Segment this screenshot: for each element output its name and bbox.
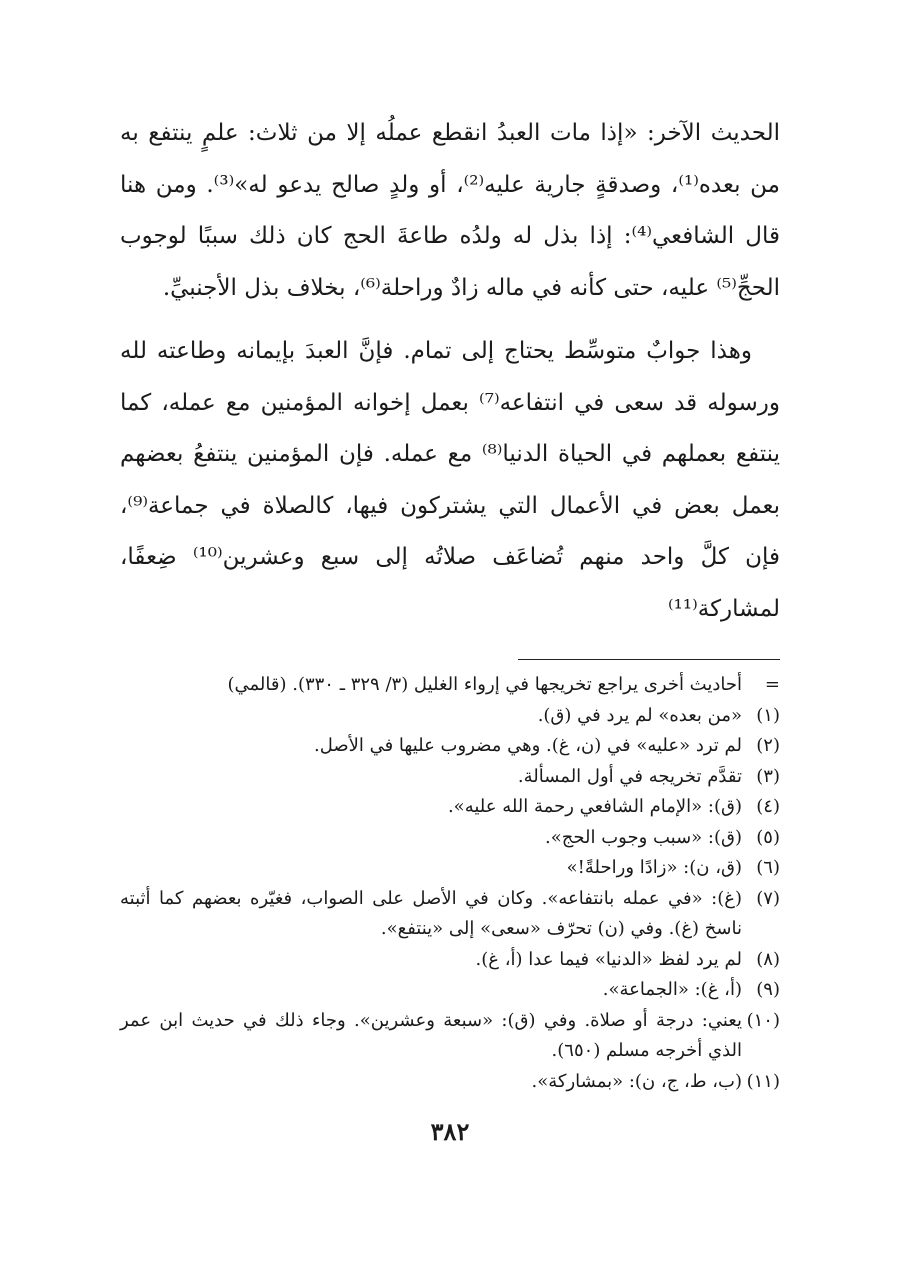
page-number: ٣٨٢ [430,1117,470,1146]
footnote-text: (ق): «سبب وجوب الحج». [545,826,742,848]
footnote-text: (ق، ن): «زادًا وراحلةً!» [566,857,742,878]
footnote-1 [120,701,780,732]
footnote-number: (٣) [756,765,780,787]
footnote-text: تقدَّم تخريجه في أول المسألة. [517,765,742,787]
footnote-10 [120,1006,780,1067]
footnotes-section [120,670,780,1097]
footnote-continuation [120,670,780,701]
main-text-block [120,108,780,635]
footnote-text: لم يرد لفظ «الدنيا» فيما عدا (أ، غ). [475,948,742,970]
footnote-text: (ب، ط، ج، ن): «بمشاركة». [531,1070,742,1092]
footnote-number: (٥) [756,826,780,848]
footnote-3 [120,762,780,793]
footnote-2 [120,731,780,762]
footnote-number: (٩) [756,979,780,1000]
footnote-number: (١٠) [746,1009,780,1031]
footnote-text: أحاديث أخرى يراجع تخريجها في إرواء الغليل (٣/ ٣٢٩ ـ ٣٣٠). (قالمي) [227,674,742,695]
footnote-divider [518,659,780,660]
footnote-text: (ق): «الإمام الشافعي رحمة الله عليه». [447,796,742,817]
footnote-number: = [764,674,780,695]
footnote-number: (١) [756,704,780,726]
footnote-number: (٦) [756,857,780,878]
footnote-9 [120,975,780,1006]
footnote-8 [120,945,780,976]
footnote-text: لم ترد «عليه» في (ن، غ). وهي مضروب عليها في الأصل. [313,735,742,756]
main-paragraph-2: وهذا جوابٌ متوسِّط يحتاج إلى تمام. فإنَّ العبدَ بإيمانه وطاعته لله ورسوله قد سعى في انتفاعه⁽⁷⁾ بعمل إخوانه المؤمنين مع عمله، كما ينتفع بعملهم في الحياة الدنيا⁽⁸⁾ مع عمله. فإن المؤمنين ينتفعُ بعضهم بعمل بعض في الأعمال التي يشتركون فيها، كالصلاة في جماعة⁽⁹⁾، فإن كلَّ واحد منهم تُضاعَف صلاتُه إلى سبع وعشرين⁽¹⁰⁾ ضِعفًا، لمشاركة⁽¹¹⁾ [120,338,780,622]
footnote-text: «من بعده» لم يرد في (ق). [537,704,742,726]
footnote-text: (أ، غ): «الجماعة». [602,979,742,1000]
footnote-number: (٢) [756,735,780,756]
main-paragraph-1: الحديث الآخر: «إذا مات العبدُ انقطع عملُه إلا من ثلاث: علمٍ ينتفع به من بعده⁽¹⁾، وصدقةٍ جارية عليه⁽²⁾، أو ولدٍ صالح يدعو له»⁽³⁾. ومن هنا قال الشافعي⁽⁴⁾: إذا بذل له ولدُه طاعةَ الحج كان ذلك سببًا لوجوب الحجِّ⁽⁵⁾ عليه، حتى كأنه في ماله زادٌ وراحلة⁽⁶⁾، بخلاف بذل الأجنبيِّ. [120,120,780,301]
footnote-6 [120,853,780,884]
footnote-7 [120,884,780,945]
footnote-text: يعني: درجة أو صلاة. وفي (ق): «سبعة وعشرين». وجاء ذلك في حديث ابن عمر الذي أخرجه مسلم (٦٥٠). [120,1009,742,1061]
book-page [120,108,780,1208]
footnote-number: (٨) [756,948,780,970]
footnote-number: (٧) [756,887,780,909]
footnote-text: (غ): «في عمله بانتفاعه». وكان في الأصل على الصواب، فغيّره بعضهم كما أثبته ناسخ (غ). وفي (ن) تحرّف «سعى» إلى «ينتفع». [120,887,742,939]
footnote-4 [120,792,780,823]
footnote-5 [120,823,780,854]
footnote-number: (١١) [746,1070,780,1092]
footnote-number: (٤) [756,796,780,817]
footnote-11 [120,1067,780,1098]
